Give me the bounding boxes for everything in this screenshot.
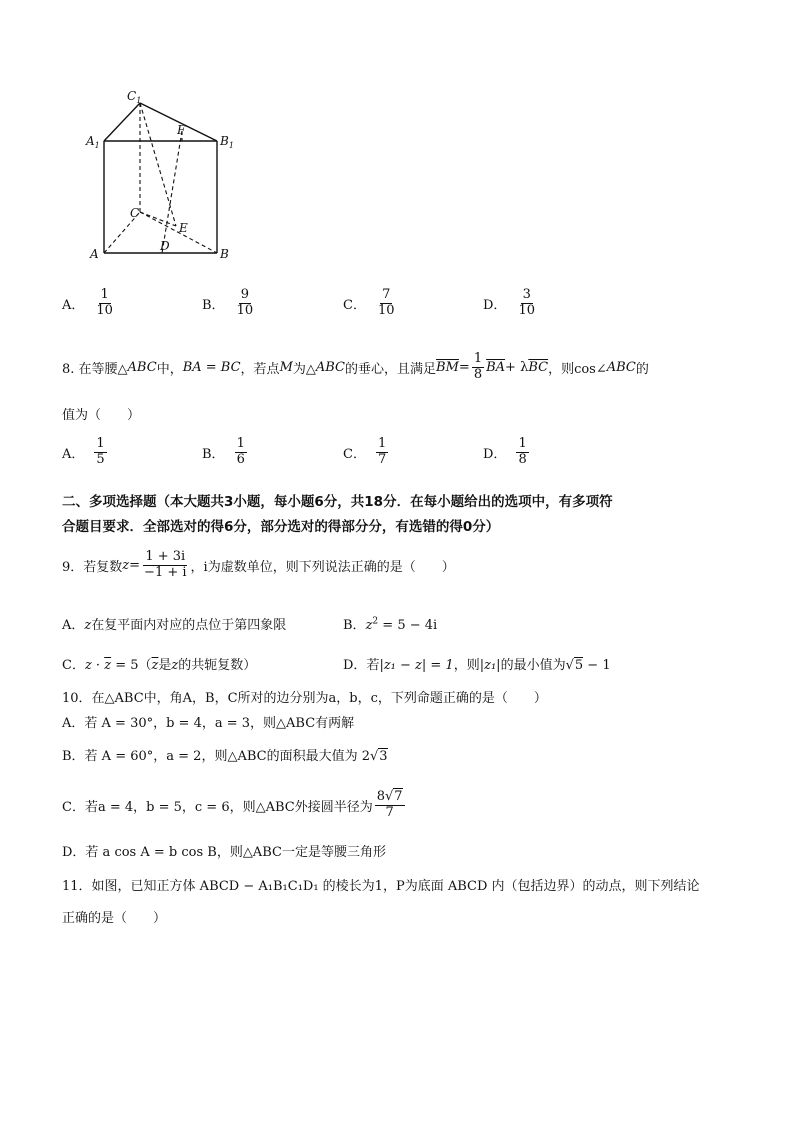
vector-BC: $\overline{BC}$ — [528, 359, 549, 375]
label-E: E — [179, 221, 188, 235]
fraction: $\frac{3}{10}$ — [518, 287, 535, 318]
q8-option-b[interactable]: B． $\frac{1}{6}$ — [202, 436, 245, 467]
q7-option-b[interactable]: B． $\frac{9}{10}$ — [202, 287, 254, 318]
q10-option-b[interactable]: B．若 A = 60°，a = 2，则△ABC的面积最大值为 2√3 — [62, 749, 388, 764]
q9-option-d[interactable]: D．若|z₁ − z| = 1，则|z₁|的最小值为√5 − 1 — [343, 658, 611, 673]
q8-stem: 8. 在等腰△ ABC 中， BA = BC ，若点 M 为△ ABC 的垂心，且满足 $\overline{BM}$ = $\frac{1}{8}$ $\overline{BA}$ + λ $\overline{BC}$ ，则cos∠ ABC 的 — [62, 351, 649, 382]
fraction: $\frac{1}{7}$ — [377, 436, 387, 467]
q10-stem: 10．在△ABC中，角A，B，C所对的边分别为a，b，c，下列命题正确的是（ ） — [62, 691, 547, 706]
fraction: $\frac{1}{8}$ — [518, 436, 527, 467]
seg-C1E — [140, 103, 176, 226]
label-D: D — [160, 239, 170, 253]
section-heading-line2: 合题目要求．全部选对的得6分，部分选对的得部分分，有选错的得0分） — [62, 519, 500, 535]
vector-BA: $\overline{BA}$ — [486, 359, 506, 375]
section-heading-line1: 二、多项选择题（本大题共3小题，每小题6分，共18分．在每小题给出的选项中，有多项符 — [62, 494, 613, 510]
fraction: $\frac{8√7}{7}$ — [376, 789, 403, 820]
q9-option-a[interactable]: A．z在复平面内对应的点位于第四象限 — [62, 618, 287, 633]
q8-option-d[interactable]: D． $\frac{1}{8}$ — [483, 436, 527, 467]
q11-stem-line1: 11．如图，已知正方体 ABCD − A₁B₁C₁D₁ 的棱长为1，P为底面 ABCD 内（包括边界）的动点，则下列结论 — [62, 879, 700, 894]
label-B1: $B_1$ — [220, 134, 234, 150]
q10-option-a[interactable]: A．若 A = 30°，b = 4，a = 3，则△ABC有两解 — [62, 716, 355, 731]
q7-option-c[interactable]: C． $\frac{7}{10}$ — [343, 287, 395, 318]
q8-option-a[interactable]: A． $\frac{1}{5}$ — [62, 436, 105, 467]
label-C1: $C_1$ — [127, 89, 142, 105]
label-B: B — [220, 247, 229, 261]
q9-option-c[interactable]: C．$z \cdot \overline{z} = 5(\overline{z}$是z的共轭复数） — [62, 658, 257, 673]
fraction: $\frac{1}{6}$ — [236, 436, 245, 467]
label-A1: $A_1$ — [86, 134, 100, 150]
q7-option-d[interactable]: D． $\frac{3}{10}$ — [483, 287, 535, 318]
prism-figure — [80, 86, 250, 266]
seg-CE — [140, 212, 176, 226]
fraction: $\frac{1 + 3i}{-1 + i}$ — [144, 549, 187, 580]
q8-option-c[interactable]: C． $\frac{1}{7}$ — [343, 436, 387, 467]
label-C: C — [130, 206, 140, 220]
q10-option-c[interactable]: C．若a = 4，b = 5，c = 6，则△ABC外接圆半径为 $\frac{8√7}{7}$ — [62, 789, 403, 820]
q9-option-b[interactable]: B．$z^2 = 5 - 4i$ — [343, 616, 438, 633]
q10-option-d[interactable]: D．若 a cos A = b cos B，则△ABC一定是等腰三角形 — [62, 845, 386, 860]
vector-BM: $\overline{BM}$ — [436, 359, 459, 375]
q8-stem-line2: 值为（ ） — [62, 408, 141, 423]
q9-stem: 9．若复数 z = $\frac{1 + 3i}{-1 + i}$ ，i为虚数单位，则下列说法正确的是（ ） — [62, 549, 455, 580]
fraction: $\frac{1}{8}$ — [473, 351, 483, 382]
fraction: $\frac{1}{10}$ — [96, 287, 113, 318]
label-F: F — [177, 123, 186, 137]
q7-option-a[interactable]: A． $\frac{1}{10}$ — [62, 287, 113, 318]
q11-stem-line2: 正确的是（ ） — [62, 911, 167, 926]
fraction: $\frac{7}{10}$ — [377, 287, 395, 318]
fraction: $\frac{1}{5}$ — [96, 436, 105, 467]
edge-A1C1 — [104, 103, 140, 141]
fraction: $\frac{9}{10}$ — [236, 287, 254, 318]
label-A: A — [90, 247, 99, 261]
